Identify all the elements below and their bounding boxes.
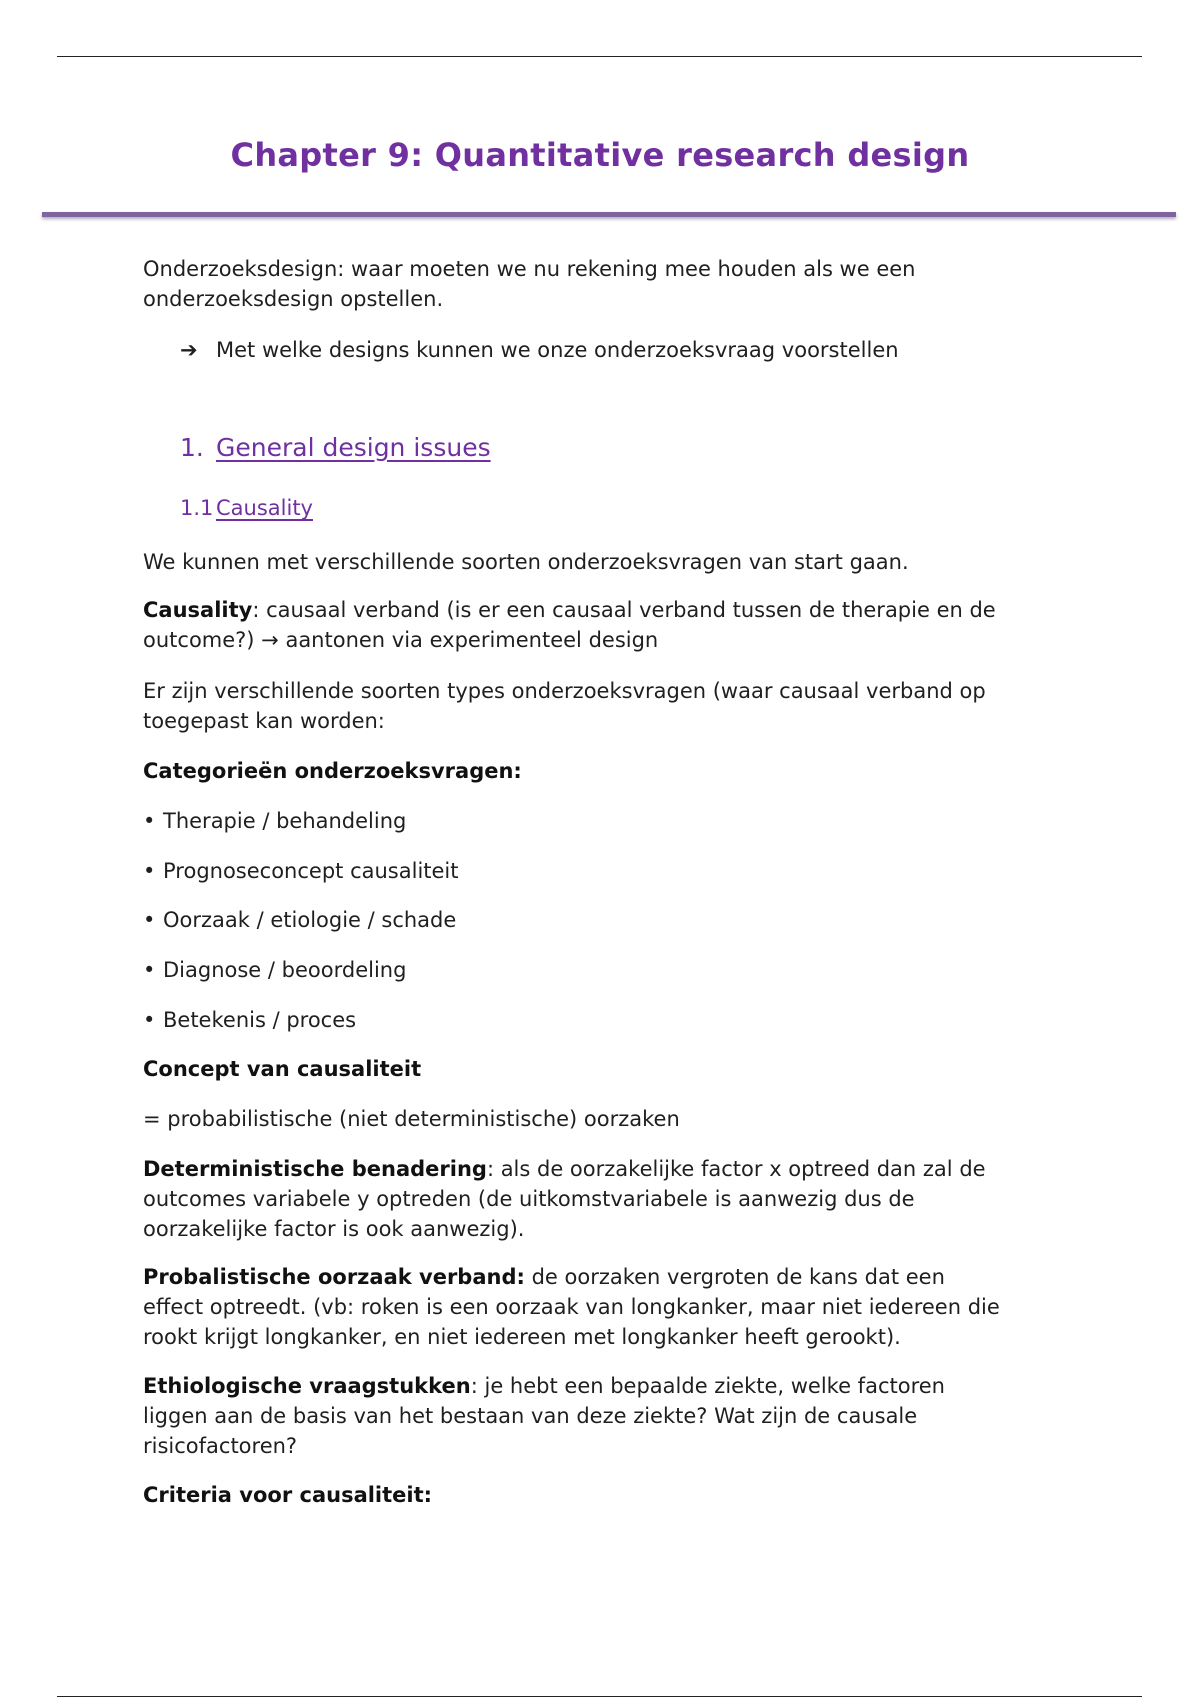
intro-line-2: onderzoeksdesign opstellen. (143, 287, 444, 311)
list-item-text: Diagnose / beoordeling (163, 958, 407, 982)
list-item (143, 1005, 1073, 1035)
bullet-icon: • (143, 1008, 156, 1032)
determ-line-2: outcomes variabele y optreden (de uitkomstvariabele is aanwezig dus de (143, 1187, 915, 1211)
paragraph-types (143, 676, 1073, 736)
bullet-icon: • (143, 958, 156, 982)
subsection-heading-1-1 (180, 496, 313, 520)
list-item (143, 856, 1073, 886)
proba-line-1: de oorzaken vergroten de kans dat een (524, 1265, 945, 1289)
list-item (143, 905, 1073, 935)
determ-line-1: : als de oorzakelijke factor x optreed dan zal de (486, 1157, 986, 1181)
paragraph-etiological (143, 1371, 1073, 1461)
term-deterministic: Deterministische benadering (143, 1157, 487, 1181)
paragraph-probabilistic (143, 1262, 1073, 1352)
term-etiological: Ethiologische vraagstukken (143, 1374, 471, 1398)
section-number: 1. (180, 433, 204, 462)
criteria-heading-text: Criteria voor causaliteit: (143, 1483, 433, 1507)
term-probabilistic: Probalistische oorzaak verband: (143, 1265, 525, 1289)
page-footer-rule (57, 1696, 1142, 1697)
arrow-right-icon: ➔ (180, 338, 198, 362)
bullet-icon: • (143, 809, 156, 833)
list-item-text: Betekenis / proces (163, 1008, 357, 1032)
subsection-title: Causality (216, 496, 313, 520)
term-causality: Causality (143, 598, 253, 622)
paragraph-deterministic (143, 1154, 1073, 1244)
bullet-icon: • (143, 859, 156, 883)
ethio-line-1: : je hebt een bepaalde ziekte, welke factoren (470, 1374, 945, 1398)
criteria-heading (143, 1480, 1073, 1510)
list-item (143, 955, 1073, 985)
list-item-text: Oorzaak / etiologie / schade (163, 908, 457, 932)
types-line-1: Er zijn verschillende soorten types onderzoeksvragen (waar causaal verband op (143, 679, 986, 703)
section-title: General design issues (216, 433, 491, 462)
section-heading-1 (180, 433, 491, 462)
list-item (143, 806, 1073, 836)
bullet-icon: • (143, 908, 156, 932)
ethio-line-2: liggen aan de basis van het bestaan van deze ziekte? Wat zijn de causale (143, 1404, 918, 1428)
chapter-title: Chapter 9: Quantitative research design (230, 136, 970, 174)
intro-line-1: Onderzoeksdesign: waar moeten we nu rekening mee houden als we een (143, 257, 916, 281)
list-item-text: Therapie / behandeling (163, 809, 407, 833)
paragraph-start: We kunnen met verschillende soorten onderzoeksvragen van start gaan. (143, 550, 909, 574)
concept-definition: = probabilistische (niet deterministische) oorzaken (143, 1107, 680, 1131)
paragraph-causality (143, 595, 1073, 655)
title-underline-bar (42, 212, 1176, 217)
categories-heading-text: Categorieën onderzoeksvragen: (143, 759, 522, 783)
list-item-text: Prognoseconcept causaliteit (163, 859, 459, 883)
concept-heading (143, 1054, 1073, 1084)
proba-line-2: effect optreedt. (vb: roken is een oorzaak van longkanker, maar niet iedereen die (143, 1295, 1000, 1319)
ethio-line-3: risicofactoren? (143, 1434, 298, 1458)
page-header-rule (57, 56, 1142, 57)
arrow-bullet-text: Met welke designs kunnen we onze onderzoeksvraag voorstellen (216, 338, 899, 362)
categories-heading (143, 756, 1073, 786)
determ-line-3: oorzakelijke factor is ook aanwezig). (143, 1217, 525, 1241)
proba-line-3: rookt krijgt longkanker, en niet iedereen met longkanker heeft gerookt). (143, 1325, 901, 1349)
causality-text-2: outcome?) → aantonen via experimenteel design (143, 628, 659, 652)
intro-paragraph (143, 254, 1073, 314)
subsection-number: 1.1 (180, 496, 214, 520)
arrow-bullet (180, 335, 899, 365)
causality-text-1: : causaal verband (is er een causaal verband tussen de therapie en de (252, 598, 996, 622)
concept-heading-text: Concept van causaliteit (143, 1057, 422, 1081)
types-line-2: toegepast kan worden: (143, 709, 385, 733)
